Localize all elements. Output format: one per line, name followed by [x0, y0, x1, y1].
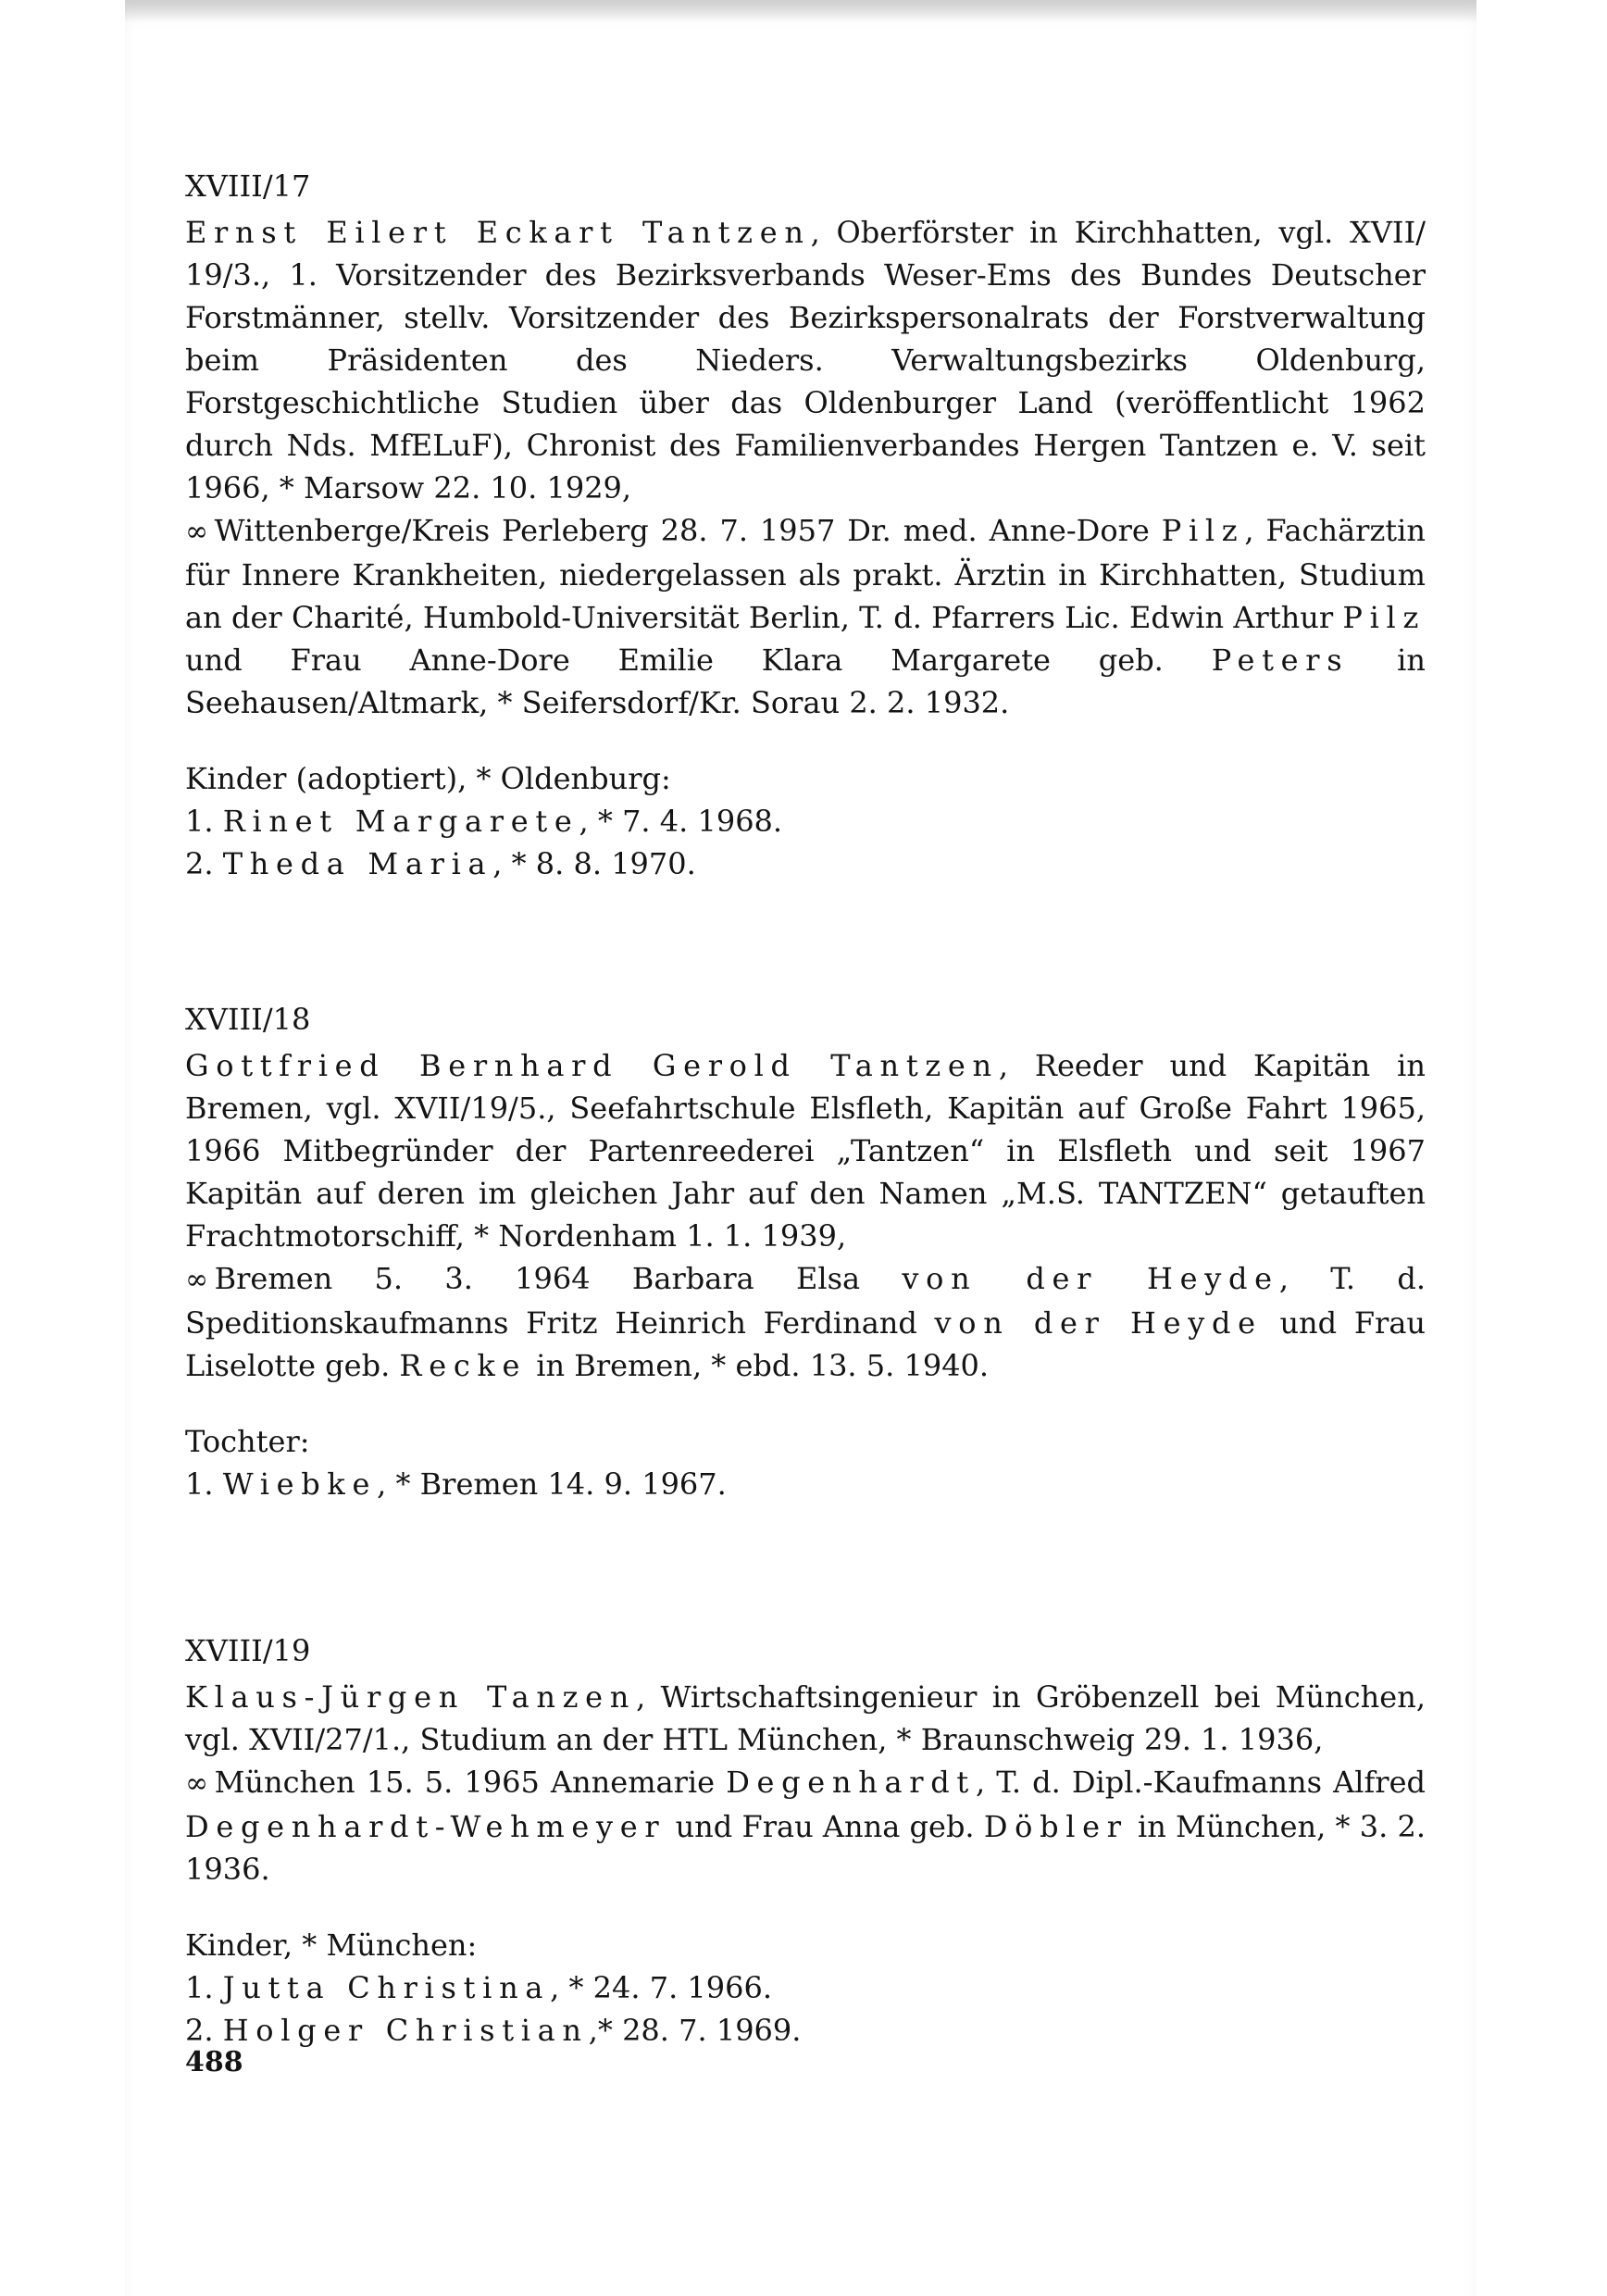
child-item: [185, 842, 1426, 885]
spouse-mother-name: Peters: [1211, 643, 1350, 678]
child-name: Wiebke: [222, 1466, 378, 1502]
children-heading: Kinder (adoptiert), * Oldenburg:: [185, 761, 671, 796]
spouse-mother-name: Döbler: [983, 1809, 1128, 1844]
marriage-record: [185, 509, 1426, 724]
child-birth: , * Bremen 14. 9. 1967.: [377, 1466, 727, 1502]
genealogy-entry: [185, 1629, 1426, 2052]
marriage-symbol: ∞: [185, 516, 204, 548]
child-birth: , * 7. 4. 1968.: [579, 804, 783, 839]
spouse-name: Degenhardt: [726, 1765, 976, 1800]
person-name: Klaus-Jürgen Tanzen: [185, 1679, 637, 1715]
child-item: [185, 800, 1426, 842]
biography-text: , Reeder und Kapitän in Bremen, vgl. XVII/19/5., Seefahrtschule Elsfleth, Kapitän auf Große Fahrt 1965, 1966 Mitbegründer der Partenreederei „Tantzen“ in Elsfleth und seit 1967 Kapitän auf deren im gleichen Jahr auf den Namen „M.S. TANTZEN“ getauften Frachtmotorschiff, * Nordenham 1. 1. 1939,: [185, 1048, 1426, 1254]
child-name: Theda Maria: [222, 846, 493, 881]
child-number: 1.: [185, 1970, 214, 2005]
marriage-text: , T. d. Speditionskaufmanns Fritz Heinrich Ferdinand: [185, 1261, 1426, 1341]
marriage-text: in Bremen, * ebd. 13. 5. 1940.: [527, 1348, 990, 1383]
marriage-text: und Frau Anna geb.: [666, 1809, 984, 1844]
child-name: Jutta Christina: [222, 1970, 551, 2005]
spouse-father-name: Pilz: [1342, 600, 1426, 635]
child-number: 2.: [185, 2013, 214, 2048]
marriage-text: Wittenberge/Kreis Perleberg 28. 7. 1957 Dr. med. Anne-Dore: [214, 513, 1162, 548]
marriage-text: , Fachärztin für Innere Krankheiten, niedergelassen als prakt. Ärztin in Kirchhatten, Studium an der Charité, Humbold-Universität Berlin, T. d. Pfarrers Lic. Edwin Arthur: [185, 513, 1426, 635]
marriage-symbol: ∞: [185, 1264, 204, 1296]
spouse-mother-name: Recke: [399, 1348, 528, 1383]
marriage-record: [185, 1257, 1426, 1387]
person-name: Ernst Eilert Eckart Tantzen: [185, 215, 811, 250]
marriage-text: München 15. 5. 1965 Annemarie: [214, 1765, 727, 1800]
biography-text: , Wirtschaftsingenieur in Gröbenzell bei München, vgl. XVII/27/1., Studium an der HTL München, * Braunschweig 29. 1. 1936,: [185, 1679, 1426, 1757]
entry-id: XVIII/19: [185, 1633, 311, 1668]
entry-id: XVIII/18: [185, 1002, 311, 1037]
genealogy-entry: [185, 165, 1426, 885]
child-birth: ,* 28. 7. 1969.: [588, 2013, 802, 2048]
marriage-text: Bremen 5. 3. 1964 Barbara Elsa: [214, 1261, 903, 1296]
child-number: 1.: [185, 804, 214, 839]
marriage-record: [185, 1761, 1426, 1890]
entry-id: XVIII/17: [185, 168, 311, 204]
child-number: 1.: [185, 1466, 214, 1502]
child-name: Rinet Margarete: [222, 804, 579, 839]
page-number: 488: [185, 2046, 243, 2078]
child-item: [185, 1966, 1426, 2009]
children-heading: Kinder, * München:: [185, 1928, 478, 1963]
entry-biography: [185, 211, 1426, 509]
child-birth: , * 8. 8. 1970.: [492, 846, 696, 881]
spouse-father-name: von der Heyde: [934, 1305, 1263, 1341]
child-number: 2.: [185, 846, 214, 881]
entry-biography: [185, 1044, 1426, 1257]
children-heading: Tochter:: [185, 1424, 310, 1459]
child-birth: , * 24. 7. 1966.: [550, 1970, 773, 2005]
child-name: Holger Christian: [222, 2013, 589, 2048]
marriage-symbol: ∞: [185, 1767, 204, 1800]
entry-biography: [185, 1676, 1426, 1761]
child-item: [185, 1463, 1426, 1505]
marriage-text: und Frau Anne-Dore Emilie Klara Margarete geb.: [185, 643, 1212, 678]
genealogy-entry: [185, 998, 1426, 1505]
biography-text: , Oberförster in Kirchhatten, vgl. XVII/ 19/3., 1. Vorsitzender des Bezirksverbands Weser-Ems des Bundes Deutscher Forstmänner, stellv. Vorsitzender des Bezirkspersonalrats der Forstverwaltung beim Präsidenten des Nieders. Verwaltungsbezirks Oldenburg, Forstgeschichtliche Studien über das Oldenburger Land (veröffentlicht 1962 durch Nds. MfELuF), Chronist des Familienverbandes Hergen Tantzen e. V. seit 1966, * Marsow 22. 10. 1929,: [185, 215, 1426, 505]
marriage-text: , T. d. Dipl.-Kaufmanns Alfred: [975, 1765, 1426, 1800]
child-item: [185, 2009, 1426, 2052]
marriage-text: in Seehausen/Altmark, * Seifersdorf/Kr. Sorau 2. 2. 1932.: [185, 643, 1426, 720]
marriage-text: und Frau Liselotte geb.: [185, 1305, 1426, 1383]
marriage-text: in München, * 3. 2. 1936.: [185, 1809, 1426, 1887]
spouse-father-name: Degenhardt-Wehmeyer: [185, 1809, 666, 1844]
person-name: Gottfried Bernhard Gerold Tantzen: [185, 1048, 999, 1083]
spouse-name: von der Heyde: [902, 1261, 1279, 1296]
spouse-name: Pilz: [1161, 513, 1245, 548]
